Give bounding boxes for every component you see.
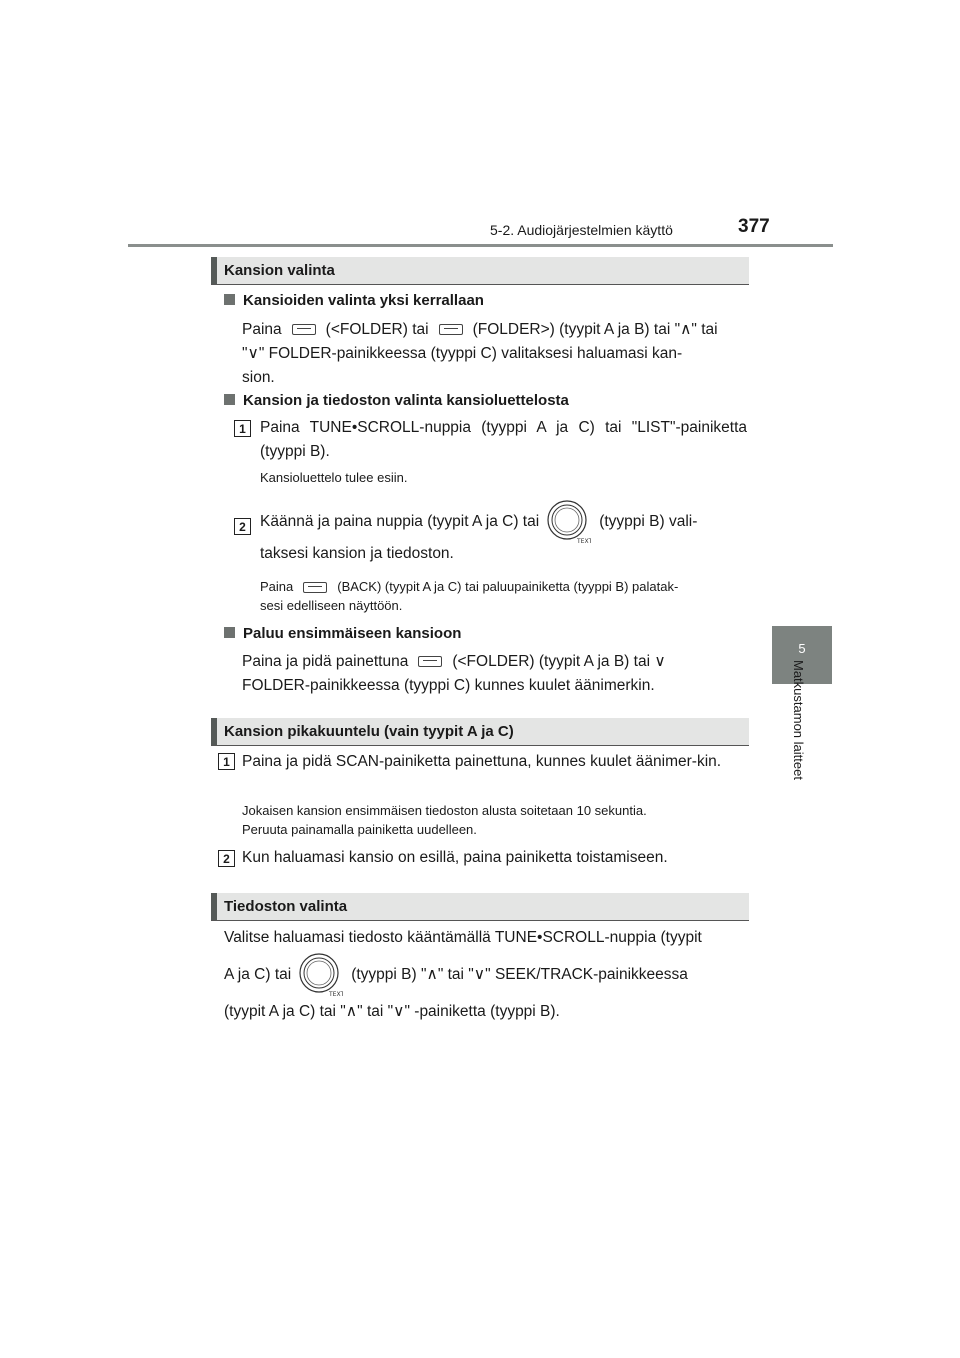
subheading-first-folder: Paluu ensimmäiseen kansioon <box>224 625 461 642</box>
step-note: Paina (BACK) (tyypit A ja C) tai paluupainiketta (tyyppi B) palatak- sesi edelliseen näyttöön. <box>260 579 679 613</box>
step-number: 2 <box>218 850 235 867</box>
svg-text:TEXT: TEXT <box>577 538 592 544</box>
section-heading-folder-scan <box>211 718 749 746</box>
paragraph-one-by-one: Paina (<FOLDER) tai (FOLDER>) (tyypit A ja B) tai "∧" tai "∨" FOLDER-painikkeessa (tyyppi C) valitaksesi haluamasi kan- sion. <box>242 321 718 386</box>
subheading-folder-list: Kansion ja tiedoston valinta kansioluettelosta <box>224 392 569 409</box>
section-heading-folder-select <box>211 257 749 285</box>
paragraph-first-folder: Paina ja pidä painettuna (<FOLDER) (tyypit A ja B) tai ∨ FOLDER-painikkeessa (tyyppi C) kunnes kuulet äänimerkin. <box>242 653 666 694</box>
step-text: Käännä ja paina nuppia (tyypit A ja C) tai TEXT (tyyppi B) vali- taksesi kansion ja tiedoston. <box>260 500 747 566</box>
step-number: 1 <box>218 753 235 770</box>
paragraph-file-select: Valitse haluamasi tiedosto kääntämällä TUNE•SCROLL-nuppia (tyypit A ja C) tai TEXT (tyyppi B) "∧" tai "∨" SEEK/TRACK-painikkeessa (tyypit A ja C) tai "∧" tai "∨" -painiketta (tyyppi B). <box>224 929 702 1020</box>
step-note: Jokaisen kansion ensimmäisen tiedoston alusta soitetaan 10 sekuntia. Peruuta painamalla painiketta uudelleen. <box>242 803 647 837</box>
chapter-label: Matkustamon laitteet <box>791 660 806 780</box>
folder-button-icon <box>418 656 442 667</box>
step-note: Kansioluettelo tulee esiin. <box>260 470 408 485</box>
step-text: Paina TUNE•SCROLL-nuppia (tyyppi A ja C) tai "LIST"-painiketta (tyyppi B). <box>260 419 747 460</box>
section-title: Tiedoston valinta <box>224 898 348 915</box>
subheading-one-by-one: Kansioiden valinta yksi kerrallaan <box>224 292 484 309</box>
section-title: Kansion valinta <box>224 262 335 279</box>
header-title: 5-2. Audiojärjestelmien käyttö <box>490 222 673 238</box>
bullet-square-icon <box>224 294 235 305</box>
tune-knob-icon <box>299 953 343 997</box>
step-text: Paina ja pidä SCAN-painiketta painettuna, kunnes kuulet äänimer-kin. <box>242 753 722 770</box>
header-rule <box>128 244 833 247</box>
back-button-icon <box>303 582 327 593</box>
section-title: Kansion pikakuuntelu (vain tyypit A ja C) <box>224 723 514 740</box>
bullet-square-icon <box>224 627 235 638</box>
tune-knob-icon <box>547 500 591 544</box>
section-heading-file-select <box>211 893 749 921</box>
step-text: Kun haluamasi kansio on esillä, paina painiketta toistamiseen. <box>242 849 668 866</box>
folder-button-icon <box>292 324 316 335</box>
page-number: 377 <box>738 216 770 237</box>
section-bar <box>211 893 217 920</box>
folder-button-icon <box>439 324 463 335</box>
section-bar <box>211 718 217 745</box>
chapter-tab: 5 <box>772 626 832 684</box>
section-bar <box>211 257 217 284</box>
step-number: 1 <box>234 420 251 437</box>
svg-text:TEXT: TEXT <box>329 990 344 997</box>
step-number: 2 <box>234 518 251 535</box>
bullet-square-icon <box>224 394 235 405</box>
